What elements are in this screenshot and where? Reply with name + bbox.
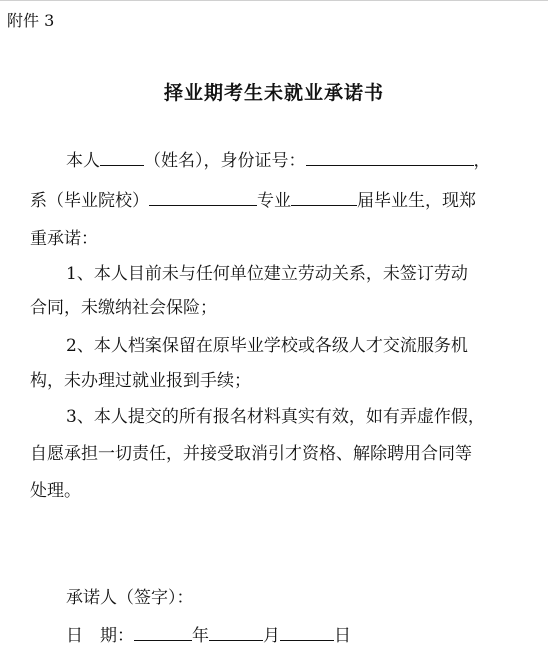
- pledge-line-3: 重承诺：: [30, 229, 98, 249]
- document-title: 择业期考生未就业承诺书: [163, 82, 384, 104]
- top-border: [0, 0, 548, 1]
- month-blank: [209, 625, 263, 641]
- year-blank: [134, 625, 192, 641]
- text-major: 专业: [257, 191, 291, 211]
- attachment-label: 附件 3: [7, 11, 55, 30]
- item-1-line-1: 1、本人目前未与任何单位建立劳动关系，未签订劳动: [66, 264, 468, 284]
- text-graduate: 届毕业生，现郑: [357, 191, 476, 211]
- name-blank: [100, 150, 144, 166]
- item-2-line-1: 2、本人档案保留在原毕业学校或各级人才交流服务机: [66, 336, 468, 356]
- pledge-line-1: [66, 150, 491, 171]
- text-comma: ，: [473, 151, 491, 171]
- date-line: [66, 625, 351, 646]
- school-blank: [149, 190, 257, 206]
- item-3-line-3: 处理。: [30, 481, 81, 501]
- date-label: 日 期：: [66, 626, 134, 646]
- signature-label: 承诺人（签字）：: [66, 588, 194, 608]
- day-text: 日: [334, 626, 351, 646]
- item-2-line-2: 构，未办理过就业报到手续；: [30, 371, 251, 391]
- pledge-line-2: [30, 190, 476, 211]
- month-text: 月: [263, 626, 280, 646]
- text-name-idcard: （姓名），身份证号：: [144, 151, 306, 171]
- item-1-line-2: 合同，未缴纳社会保险；: [30, 298, 217, 318]
- text-ben-ren: 本人: [66, 151, 100, 171]
- text-school: 系（毕业院校）: [30, 191, 149, 211]
- id-number-blank: [306, 150, 474, 166]
- item-3-line-2: 自愿承担一切责任，并接受取消引才资格、解除聘用合同等: [30, 444, 472, 464]
- day-blank: [280, 625, 334, 641]
- item-3-line-1: 3、本人提交的所有报名材料真实有效，如有弄虚作假，: [66, 407, 485, 427]
- year-text: 年: [192, 626, 209, 646]
- major-blank: [291, 190, 357, 206]
